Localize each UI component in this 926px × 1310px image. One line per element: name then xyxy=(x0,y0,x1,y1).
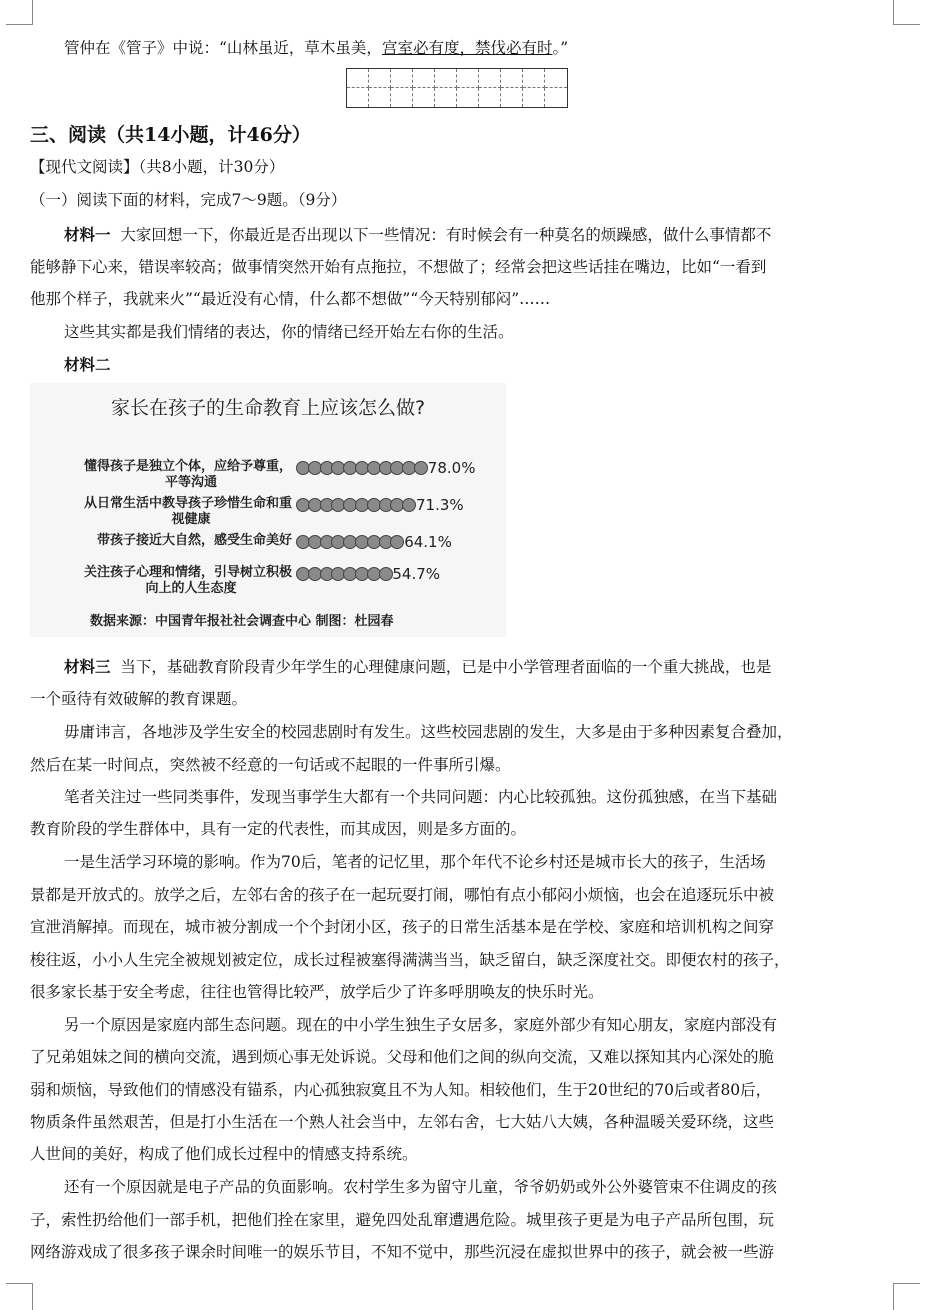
section-title: 三、阅读（共14小题，计46分） xyxy=(30,124,311,146)
paragraph-line: 了兄弟姐妹之间的横向交流，遇到烦心事无处诉说。父母和他们之间的纵向交流，又难以探知其内心深处的脆 xyxy=(30,1048,775,1066)
paragraph-line: 很多家长基于安全考虑，往往也管得比较严，放学后少了许多呼朋唤友的快乐时光。 xyxy=(30,983,604,1001)
survey-chart xyxy=(30,383,506,637)
crop-mark-top-right xyxy=(893,0,920,25)
chart-category-label-line: 关注孩子心理和情绪，引导树立积极 xyxy=(83,565,292,580)
paragraph-line: 毋庸讳言，各地涉及学生安全的校园悲剧时有发生。这些校园悲剧的发生，大多是由于多种因素复合叠加， xyxy=(64,723,793,741)
paragraph-line: 还有一个原因就是电子产品的负面影响。农村学生多为留守儿童，爷爷奶奶或外公外婆管束不住调皮的孩 xyxy=(64,1178,778,1196)
material1-line4: 这些其实都是我们情绪的表达，你的情绪已经开始左右你的生活。 xyxy=(64,323,514,341)
paragraph-line: 物质条件虽然艰苦，但是打小生活在一个熟人社会当中，左邻右舍，七大姑八大姨，各种温暖关爱环绕，这些 xyxy=(30,1113,775,1131)
material1-line1 xyxy=(64,225,892,245)
chart-category-label-line: 懂得孩子是独立个体，应给予尊重， xyxy=(83,459,292,474)
chart-category-label-line: 带孩子接近大自然，感受生命美好 xyxy=(96,533,292,548)
material1-text1: 大家回想一下，你最近是否出现以下一些情况：有时候会有一种莫名的烦躁感，做什么事情都不 xyxy=(120,226,772,244)
subsection-heading xyxy=(30,157,892,177)
material3-text1: 当下，基础教育阶段青少年学生的心理健康问题，已是中小学管理者面临的一个重大挑战，也是 xyxy=(120,658,772,676)
chart-value-label: 78.0% xyxy=(427,459,476,477)
paragraph-line: 然后在某一时间点，突然被不经意的一句话或不起眼的一件事所引爆。 xyxy=(30,756,511,774)
crop-mark-top-left xyxy=(6,0,33,25)
chart-category-label-line: 视健康 xyxy=(171,512,211,527)
chart-category-label-line: 向上的人生态度 xyxy=(145,581,237,596)
paragraph-line: 景都是开放式的。放学之后，左邻右舍的孩子在一起玩耍打闹，哪怕有点小郁闷小烦恼，也会在追逐玩乐中被 xyxy=(30,886,775,904)
paragraph-line: 网络游戏成了很多孩子课余时间唯一的娱乐节目，不知不觉中，那些沉浸在虚拟世界中的孩子，就会被一些游 xyxy=(30,1243,775,1261)
paragraph-line: 教育阶段的学生群体中，具有一定的代表性，而其成因，则是多方面的。 xyxy=(30,820,527,838)
chart-bar-dot xyxy=(414,461,428,475)
chart-value-label: 54.7% xyxy=(392,565,441,583)
chart-category-label xyxy=(30,533,292,549)
crop-mark-bottom-left xyxy=(6,1283,33,1310)
material3-label: 材料三 xyxy=(64,657,111,676)
chart-category-label-line: 从日常生活中教导孩子珍惜生命和重 xyxy=(83,496,292,511)
quote-line xyxy=(64,38,892,58)
material1-label: 材料一 xyxy=(64,225,111,244)
paragraph-line: 一是生活学习环境的影响。作为70后，笔者的记忆里，那个年代不论乡村还是城市长大的孩子，生活场 xyxy=(64,853,766,871)
material2-label: 材料二 xyxy=(64,355,111,374)
quote-post: 。” xyxy=(552,39,569,57)
subsection-rest: （共8小题，计30分） xyxy=(138,158,285,176)
subsection-bracket: 【现代文阅读】 xyxy=(30,158,139,176)
paragraph-line: 梭往返，小小人生完全被规划被定位，成长过程被塞得满满当当，缺乏留白，缺乏深度社交。即便农村的孩子， xyxy=(30,951,790,969)
material1-line3: 他那个样子，我就来火”“最近没有心情，什么都不想做”“今天特别郁闷”…… xyxy=(30,290,551,308)
answer-grid[interactable] xyxy=(346,68,568,108)
paragraph-line: 弱和烦恼，导致他们的情感没有锚系，内心孤独寂寞且不为人知。相较他们，生于20世纪的70后或者80后， xyxy=(30,1081,772,1099)
chart-category-label xyxy=(30,459,292,491)
chart-value-label: 64.1% xyxy=(404,533,452,551)
paragraph-line: 人世间的美好，构成了他们成长过程中的情感支持系统。 xyxy=(30,1145,418,1163)
paragraph-line: 子，索性扔给他们一部手机，把他们拴在家里，避免四处乱窜遭遇危险。城里孩子更是为电子产品所包围，玩 xyxy=(30,1211,775,1229)
chart-bar-dot xyxy=(379,567,393,581)
chart-bar-dot xyxy=(402,498,416,512)
paragraph-line: 宣泄消解掉。而现在，城市被分割成一个个封闭小区，孩子的日常生活基本是在学校、家庭和培训机构之间穿 xyxy=(30,918,775,936)
chart-category-label xyxy=(30,565,292,597)
paragraph-line: 一个亟待有效破解的教育课题。 xyxy=(30,690,248,708)
material1-line2: 能够静下心来，错误率较高；做事情突然开始有点拖拉，不想做了；经常会把这些话挂在嘴边，比如“一看到 xyxy=(30,258,767,276)
paragraph-line: 另一个原因是家庭内部生态问题。现在的中小学生独生子女居多，家庭外部少有知心朋友，家庭内部没有 xyxy=(64,1016,778,1034)
paragraph-line: 笔者关注过一些同类事件，发现当事学生大都有一个共同问题：内心比较孤独。这份孤独感，在当下基础 xyxy=(64,788,778,806)
chart-value-label: 71.3% xyxy=(416,496,464,514)
chart-source: 数据来源：中国青年报社社会调查中心 制图：杜园春 xyxy=(90,614,394,629)
part-one-heading: （一）阅读下面的材料，完成7～9题。（9分） xyxy=(30,191,347,209)
chart-category-label-line: 平等沟通 xyxy=(164,475,217,490)
quote-pre: 管仲在《管子》中说：“山林虽近，草木虽美， xyxy=(64,39,382,57)
material3-line1 xyxy=(64,657,892,677)
chart-category-label xyxy=(30,496,292,528)
chart-title: 家长在孩子的生命教育上应该怎么做? xyxy=(110,397,426,419)
quote-underlined: 宫室必有度，禁伐必有时 xyxy=(381,39,553,57)
chart-bar-dot xyxy=(390,535,404,549)
crop-mark-bottom-right xyxy=(893,1283,920,1310)
